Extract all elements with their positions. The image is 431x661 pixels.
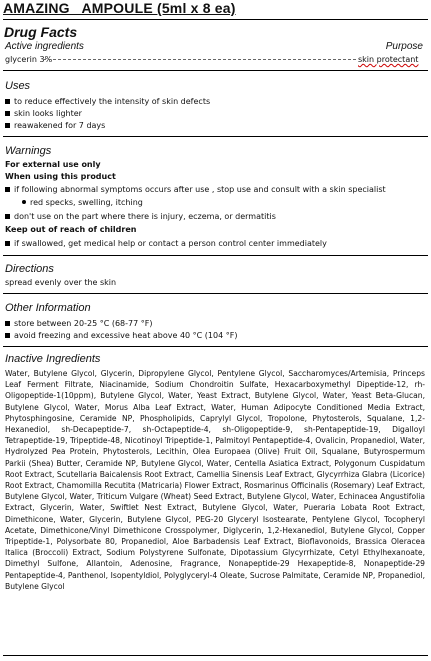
external-use-text: For external use only <box>5 160 101 169</box>
warnings-subitem: red specks, swelling, itching <box>22 198 143 207</box>
warnings-heading: Warnings <box>5 145 52 157</box>
when-using-text: When using this product <box>5 172 116 181</box>
square-bullet-icon <box>5 123 10 128</box>
directions-heading: Directions <box>5 263 54 275</box>
section-divider <box>3 346 428 347</box>
bottom-rule <box>3 655 428 656</box>
dotted-leader <box>43 59 356 60</box>
square-bullet-icon <box>5 99 10 104</box>
section-divider <box>3 70 428 71</box>
square-bullet-icon <box>5 214 10 219</box>
warnings-item: don't use on the part where there is injury, eczema, or dermatitis <box>5 212 276 221</box>
square-bullet-icon <box>5 241 10 246</box>
drug-facts-heading: Drug Facts <box>4 24 78 40</box>
inactive-ingredients-heading: Inactive Ingredients <box>5 353 101 365</box>
uses-item: reawakened for 7 days <box>5 121 105 130</box>
uses-item: to reduce effectively the intensity of skin defects <box>5 97 210 106</box>
square-bullet-icon <box>5 187 10 192</box>
inactive-ingredients-list: Water, Butylene Glycol, Glycerin, Dipropylene Glycol, Pentylene Glycol, Saccharomyces/Artemisia, Princeps Leaf Ferment Filtrate, Niacinamide, Sodium Chondroitin Sulfate, Hexacarboxymethyl Dipeptide-12, rh-Oligopeptide-1(10ppm), Butylene Glycol, Water, Yeast Extract, Butylene Glycol, Water, Yeast Beta-Glucan, Butylene Glycol, Water, Morus Alba Leaf Extract, Water, Human Adipocyte Conditioned Media Extract, Phytosphingosine, Ceramide NP, Phospholipids, Caprylyl Glycol, Tropolone, Phytosterols, Squalane, 1,2-Hexanediol, sh-Decapeptide-7, sh-Octapeptide-4, sh-Oligopeptide-9, sh-Pentapeptide-19, Digalloyl Tetrapeptide-19, Tripeptide-48, Nicotinoyl Tripeptide-1, Palmitoyl Pentapeptide-4, Ovalicin, Propanediol, Water, Hydrolyzed Pea Protein, Phytosterols, Lecithin, Olea Europaea (Olive) Fruit Oil, Squalane, Butyrospermum Parkii (Shea) Butter, Ceramide NP, Butylene Glycol, Water, Centella Asiatica Extract, Polygonum Cuspidatum Root Extract, Scutellaria Baicalensis Root Extract, Camellia Sinensis Leaf Extract, Glycyrrhiza Glabra (Licorice) Root Extract, Chamomilla Recutita (Matricaria) Flower Extract, Rosmarinus Officinalis (Rosemary) Leaf Extract, Butylene Glycol, Water, Triticum Vulgare (Wheat) Seed Extract, Butylene Glycol, Water, Echinacea Angustifolia Extract, Glycerin, Water, Swiftlet Nest Extract, Butylene Glycol, Water, Pueraria Lobata Root Extract, Dimethicone, Water, Glycerin, Butylene Glycol, PEG-20 Glyceryl Isostearate, Pentylene Glycol, Tocopheryl Acetate, Dimethicone/Vinyl Dimethicone Crosspolymer, Diglycerin, 1,2-Hexanediol, Butylene Glycol, Copper Tripeptide-1, Polysorbate 80, Propanediol, Aloe Barbadensis Leaf Extract, Bioflavonoids, Brassica Oleracea Italica (Broccoli) Extract, Sodium Polystyrene Sulfonate, Dipotassium Glycyrrhizate, Cetyl Ethylhexanoate, Dimethyl Sulfone, Allantoin, Adenosine, Fragrance, Nonapeptide-29 Hexapeptide-8, Nonapeptide-29 Pentapeptide-4, Panthenol, Isopentyldiol, Polyglyceryl-4 Oleate, Sucrose Palmitate, Ceramide NP, Propanediol, Butylene Glycol <box>5 369 425 591</box>
other-info-item: store between 20-25 °C (68-77 °F) <box>5 319 152 328</box>
other-info-heading: Other Information <box>5 302 91 314</box>
warnings-item: if following abnormal symptoms occurs after use , stop use and consult with a skin specialist <box>5 185 386 194</box>
active-ingredient-name: glycerin 3% <box>5 55 53 64</box>
purpose-label: Purpose <box>385 41 423 52</box>
section-divider <box>3 293 428 294</box>
round-bullet-icon <box>22 200 26 204</box>
section-divider <box>3 255 428 256</box>
uses-heading: Uses <box>5 80 31 92</box>
square-bullet-icon <box>5 321 10 326</box>
directions-text: spread evenly over the skin <box>5 278 117 287</box>
purpose-value: skin protectant <box>358 55 419 64</box>
square-bullet-icon <box>5 333 10 338</box>
active-ingredients-label: Active ingredients <box>5 41 84 52</box>
uses-item: skin looks lighter <box>5 109 82 118</box>
title-underline-rule <box>3 19 428 20</box>
warnings-item: if swallowed, get medical help or contact a person control center immediately <box>5 239 327 248</box>
keep-out-text: Keep out of reach of children <box>5 225 137 234</box>
square-bullet-icon <box>5 111 10 116</box>
other-info-item: avoid freezing and excessive heat above 40 °C (104 °F) <box>5 331 237 340</box>
section-divider <box>3 136 428 137</box>
product-title: AMAZING AMPOULE (5ml x 8 ea) <box>3 0 236 16</box>
